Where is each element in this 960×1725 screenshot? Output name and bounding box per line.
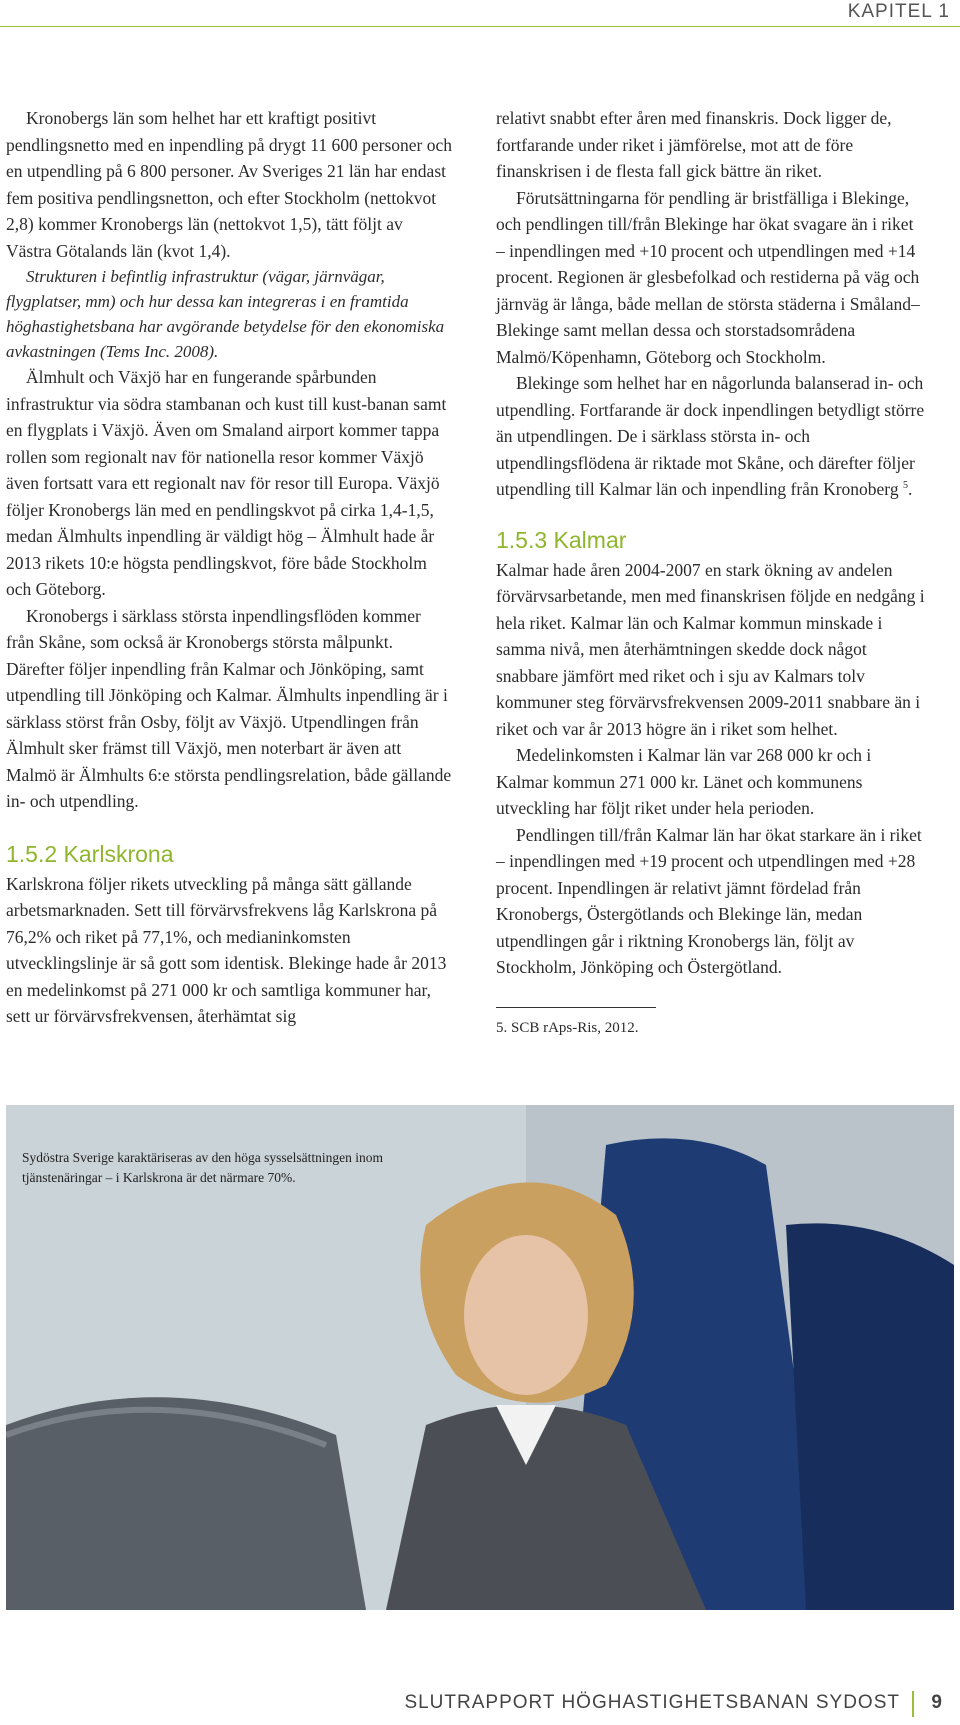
- footnote-rule: [496, 1007, 656, 1008]
- paragraph: Kronobergs län som helhet har ett kraftigt positivt pendlingsnetto med en inpendling på drygt 11 600 personer och en utpendling på 6 800 personer. Av Sveriges 21 län har endast fem positiva pendlingsnetton, och efter Stockholm (nettokvot 2,8) kommer Kronobergs län (nettokvot 1,5), tätt följt av Västra Götalands län (kvot 1,4).: [6, 108, 452, 261]
- paragraph: Medelinkomsten i Kalmar län var 268 000 kr och i Kalmar kommun 271 000 kr. Länet och kommunens utveckling har följt riket under hela perioden.: [496, 745, 872, 818]
- left-column: [6, 105, 452, 1030]
- paragraph: Kronobergs i särklass största inpendlingsflöden kommer från Skåne, som också är Kronobergs största målpunkt. Därefter följer inpendling från Kalmar och Jönköping, samt utpendling till Jönköping och Kalmar. Älmhults inpendling är i särklass störst från Osby, följt av Växjö. Utpendlingen från Älmhult sker främst till Växjö, men noterbart är även att Malmö är Älmhults 6:e största pendlingsrelation, både gällande in- och utpendling.: [6, 605, 452, 811]
- right-column: [496, 105, 926, 1038]
- footer-separator: [912, 1691, 914, 1717]
- footer-title: SLUTRAPPORT HÖGHASTIGHETSBANAN SYDOST: [404, 1692, 900, 1713]
- paragraph-with-footnote: [496, 370, 926, 503]
- footnote-ref[interactable]: 5: [902, 480, 908, 492]
- page-number: 9: [931, 1692, 942, 1713]
- paragraph-end: .: [907, 479, 913, 499]
- paragraph-text: Blekinge som helhet har en någorlunda balanserad in- och utpendling. Fortfarande är dock inpendlingen betydligt större än utpendlingen. De i särklass största in- och utpendlingsflödena är riktade mot Skåne, och därefter följer utpendling till Kalmar län och inpendling från Kronoberg: [496, 373, 925, 499]
- paragraph: Karlskrona följer rikets utveckling på många sätt gällande arbetsmarknaden. Sett till förvärvsfrekvens låg Karlskrona på 76,2% och riket på 77,1%, och medianinkomsten utvecklingslinje är så gott som identisk. Blekinge hade år 2013 en medelinkomst på 271 000 kr och samtliga kommuner har, sett ur förvärvsfrekvensen, återhämtat sig: [6, 873, 447, 1026]
- italic-quote: Strukturen i befintlig infrastruktur (vägar, järnvägar, flygplatser, mm) och hur dessa kan integreras i en framtida höghastighetsbana har avgörande betydelse för den ekonomiska avkastningen (Tems Inc. 2008).: [6, 267, 445, 361]
- paragraph: Pendlingen till/från Kalmar län har ökat starkare än i riket – inpendlingen med +19 procent och utpendlingen med +28 procent. Inpendlingen är relativt jämnt fördelad från Kronobergs, Östergötlands och Blekinge län, medan utpendlingen går i riktning Kronobergs län, följt av Stockholm, Jönköping och Östergötland.: [496, 824, 922, 977]
- chapter-label: KAPITEL 1: [847, 1, 950, 22]
- section-heading-karlskrona: 1.5.2 Karlskrona: [6, 840, 174, 867]
- section-heading-kalmar: 1.5.3 Kalmar: [496, 526, 627, 553]
- paragraph: Kalmar hade åren 2004-2007 en stark ökning av andelen förvärvsarbetande, men med finanskrisen följde en nedgång i hela riket. Kalmar län och Kalmar kommun minskade i samma nivå, men återhämtningen skedde dock något snabbare jämfört med riket och i sju av Kalmars tolv kommuner steg förvärvsfrekvensen 2009-2011 snabbare än i riket och var år 2013 högre än i riket som helhet.: [496, 559, 925, 739]
- chapter-rule: [0, 26, 960, 27]
- paragraph: Förutsättningarna för pendling är bristfälliga i Blekinge, och pendlingen till/från Blekinge har ökat svagare än i riket – inpendlingen med +10 procent och utpendlingen med +14 procent. Regionen är glesbefolkad och restiderna på väg och järnväg är långa, både mellan de största städerna i Småland–Blekinge samt mellan dessa och storstadsområdena Malmö/Köpenhamn, Göteborg och Stockholm.: [496, 187, 920, 367]
- paragraph: Älmhult och Växjö har en fungerande spårbunden infrastruktur via södra stambanan och kust till kust-banan samt en flygplats i Växjö. Även om Smaland airport kommer tappa rollen som regionalt nav för nationella resor kommer Växjö även fortsatt vara ett regionalt nav för resor till Europa. Växjö följer Kronobergs län med en pendlingskvot på cirka 1,4-1,5, medan Älmhults inpendling är väldigt hög – Älmhult hade år 2013 rikets 10:e högsta pendlingskvot, före både Stockholm och Göteborg.: [6, 367, 447, 599]
- footnote: 5. SCB rAps-Ris, 2012.: [496, 1019, 639, 1036]
- paragraph: relativt snabbt efter åren med finanskris. Dock ligger de, fortfarande under riket i jämförelse, mot att de före finanskrisen i de flesta fall gick bättre än riket.: [496, 108, 892, 181]
- photo-caption: Sydöstra Sverige karaktäriseras av den höga sysselsättningen inom tjänstenäringar – i Karlskrona är det närmare 70%.: [22, 1150, 384, 1185]
